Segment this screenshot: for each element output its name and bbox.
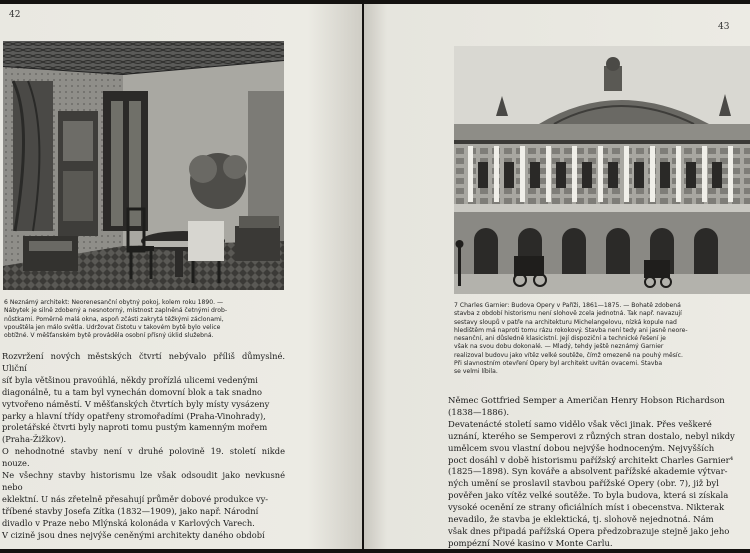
body-line: Devatenácté století samo vidělo však věci jinak. Přes veškeré xyxy=(448,419,712,430)
body-line: Rozvržení nových městských čtvrtí nebývalo příliš důmyslné. Uliční xyxy=(2,351,285,373)
body-line: uznání, kterého se Semperovi z různých stran dostalo, nebyl nikdy xyxy=(448,431,735,442)
left-body-text xyxy=(2,351,285,542)
body-line: Němec Gottfried Semper a Američan Henry Hobson Richardson xyxy=(448,396,725,406)
caption-line: však na svou dobu dokonalé. — Mladý, tehdy ještě neznámý Garnier xyxy=(454,343,664,351)
figure-7-caption xyxy=(454,302,748,377)
body-line: (1838—1886). xyxy=(448,407,510,418)
body-line: vysoké ocenění ze strany oficiálních míst i obecenstva. Nikterak xyxy=(448,503,725,514)
body-line: pompézní Nové kasino v Monte Carlu. xyxy=(448,538,613,549)
body-line: poct dosáhl v době historismu pařížský architekt Charles Garnier⁴ xyxy=(448,455,734,466)
body-line: vytvořeno náměstí. V měšťanských čtvrtích byly místy vysázeny xyxy=(2,398,270,409)
body-line: pověřen jako vítěz velké soutěže. To byla budova, která si získala xyxy=(448,491,729,502)
figure-6-caption xyxy=(4,299,289,340)
body-line: (Praha-Žižkov). xyxy=(2,434,67,445)
body-line: diagonálně, tu a tam byl vynechán domovní blok a tak snadno xyxy=(2,386,263,397)
body-line: proletářské čtvrti byly naproti tomu pustým kamenným mořem xyxy=(2,422,268,433)
caption-line: nůstkami. Poměrně malá okna, aspoň zčásti zakrytá těžkými záclonami, xyxy=(4,315,224,323)
caption-line: 6 Neznámý architekt: Neorenesanční obytný pokoj, kolem roku 1890. — xyxy=(4,299,224,306)
body-line: divadlo v Praze nebo Mlýnská kolonáda v Karlových Varech. xyxy=(2,517,255,528)
caption-line: vpouštěla jen málo světla. Udržovat čistotu v takovém bytě bylo velice xyxy=(4,323,221,331)
body-line: však dnes připadá pařížská Opera předzobrazuje stejně jako jeho xyxy=(448,526,730,537)
caption-line: sestavy sloupů v patře na architekturu Michelangelovu, nízká kopule nad xyxy=(454,318,677,326)
right-page xyxy=(364,4,750,549)
body-line: tříbené stavby Josefa Zítka (1832—1909), jako např. Národní xyxy=(2,505,259,516)
body-line: ných umění se proslavil stavbou pařížské Opery (obr. 7), již byl xyxy=(448,479,719,490)
body-line: eklektní. U nás zřetelně přesahují průměr dobové produkce vy- xyxy=(2,493,269,504)
interior-room-illustration xyxy=(3,41,284,290)
caption-line: Nábytek je silně zdobený a nesnotorný, místnost zaplněná četnými drob- xyxy=(4,307,228,315)
body-line: Ne všechny stavby historismu lze však odsoudit jako nevkusné nebo xyxy=(2,470,285,492)
body-line: umělcem svou vlastní dobou nejvýše hodnoceným. Nejvyšších xyxy=(448,443,715,454)
caption-line: nesanční, ani důsledně klasicistní. Její dispoziční a technické řešení je xyxy=(454,335,666,343)
caption-line: 7 Charles Garnier: Budova Opery v Paříži, 1861—1875. — Bohatě zdobená xyxy=(454,302,681,309)
body-line: síť byla většinou pravoúhlá, někdy prořízlá ulicemi vedenými xyxy=(2,374,258,385)
caption-line: realizoval budovu jako vítěz velké soutěže, čímž omezeně na pouhý měsíc. xyxy=(454,351,683,359)
page-number-left: 42 xyxy=(9,10,21,20)
body-line: O nehodnotné stavby není v druhé polovině 19. století nikde nouze. xyxy=(2,446,285,469)
paris-opera-photo xyxy=(454,46,750,294)
caption-line: hledištěm má naproti tomu rázu rokokový. Stavba není tedy ani jasně neore- xyxy=(454,326,688,334)
paris-opera-illustration xyxy=(454,46,750,294)
right-body-text xyxy=(448,396,748,549)
body-line: V cizině jsou dnes nejvýše ceněnými architekty daného období xyxy=(2,529,265,540)
left-page xyxy=(0,4,362,549)
body-line: nevadilo, že stavba je eklektická, tj. slohově nejednotná. Nám xyxy=(448,515,714,526)
caption-line: se velmi líbila. xyxy=(454,368,498,376)
body-line: (1825—1898). Syn kováře a absolvent pařížské akademie výtvar- xyxy=(448,467,728,478)
page-number-right: 43 xyxy=(718,22,730,32)
interior-room-photo xyxy=(3,41,284,290)
body-line: parky a hlavní třídy opatřeny stromořadími (Praha-Vinohrady), xyxy=(2,410,266,421)
caption-line: obtížné. V měšťanském bytě prováděla osobní přísný úklid služebná. xyxy=(4,332,214,340)
caption-line: Při slavnostním otevření Opery byl architekt uvítán ovacemi. Stavba xyxy=(454,360,663,368)
caption-line: stavba z období historismu není slohově zcela jednotná. Tak např. navazují xyxy=(454,310,682,318)
